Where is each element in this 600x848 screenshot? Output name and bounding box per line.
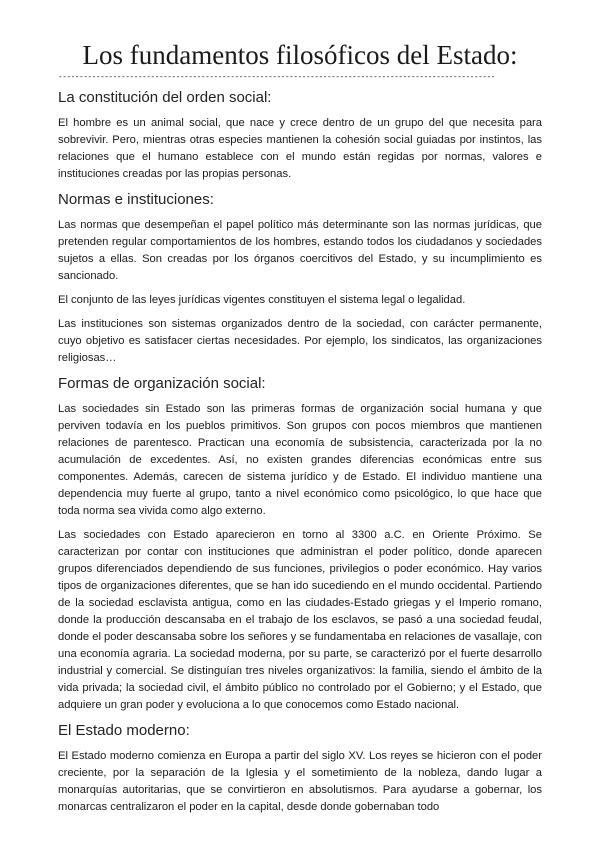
- section-heading: El Estado moderno:: [58, 722, 190, 739]
- dashed-divider: --------------------------------------------------------------------------------------------------------: [58, 74, 495, 82]
- document-body: [58, 88, 542, 823]
- section-heading: Normas e instituciones:: [58, 191, 214, 208]
- paragraph: Las normas que desempeñan el papel político más determinante son las normas jurídicas, que pretenden regular comportamientos de los hombres, estando todos los ciudadanos y sociedades sujetos a ellas. Son creadas por los órganos coercitivos del Estado, y su incumplimiento es sancionado.: [58, 219, 542, 282]
- paragraph: Las sociedades con Estado aparecieron en torno al 3300 a.C. en Oriente Próximo. Se caracterizan por contar con instituciones que administran el poder político, donde aparecen grupos diferenciados dependiendo de sus funciones, privilegios o poder económico. Hay varios tipos de organizaciones diferentes, que se han ido sucediendo en el mundo occidental. Partiendo de la sociedad esclavista antigua, como en las ciudades-Estado griegas y el Imperio romano, donde la producción descansaba en el trabajo de los esclavos, se pasó a una sociedad feudal, donde el poder descansaba sobre los señores y se fundamentaba en relaciones de vasallaje, con una economía agraria. La sociedad moderna, por su parte, se caracterizó por el fuerte desarrollo industrial y comercial. Se distinguían tres niveles organizativos: la familia, siendo el ámbito de la vida privada; la sociedad civil, el ámbito público no controlado por el Gobierno; y el Estado, que adquiere un gran poder y evoluciona a lo que conocemos como Estado nacional.: [58, 529, 542, 711]
- paragraph: El conjunto de las leyes jurídicas vigentes constituyen el sistema legal o legalidad.: [58, 294, 466, 306]
- paragraph: Las instituciones son sistemas organizados dentro de la sociedad, con carácter permanente, cuyo objetivo es satisfacer ciertas necesidades. Por ejemplo, los sindicatos, las organizaciones religiosas…: [58, 318, 542, 364]
- page-title: Los fundamentos filosóficos del Estado:: [82, 40, 518, 70]
- paragraph: Las sociedades sin Estado son las primeras formas de organización social humana y que perviven todavía en los pueblos primitivos. Son grupos con pocos miembros que mantienen relaciones de parentesco. Practican una economía de subsistencia, caracterizada por la no acumulación de excedentes. Así, no existen grandes diferencias económicas entre sus componentes. Además, carecen de sistema jurídico y de Estado. El individuo mantiene una dependencia muy fuerte al grupo, tanto a nivel económico como psicológico, lo que hace que toda norma sea vivida como algo externo.: [58, 403, 542, 517]
- paragraph: El Estado moderno comienza en Europa a partir del siglo XV. Los reyes se hicieron con el poder creciente, por la separación de la Iglesia y el sometimiento de la nobleza, dando lugar a monarquías autoritarias, que se convirtieron en absolutismos. Para ayudarse a gobernar, los monarcas centralizaron el poder en la capital, desde donde gobernaban todo: [58, 750, 542, 813]
- section-heading: La constitución del orden social:: [58, 89, 272, 106]
- paragraph: El hombre es un animal social, que nace y crece dentro de un grupo del que necesita para sobrevivir. Pero, mientras otras especies mantienen la cohesión social guiadas por instintos, las relaciones que el humano establece con el mundo están regidas por normas, valores e instituciones creadas por las propias personas.: [58, 117, 542, 180]
- section-heading: Formas de organización social:: [58, 375, 266, 392]
